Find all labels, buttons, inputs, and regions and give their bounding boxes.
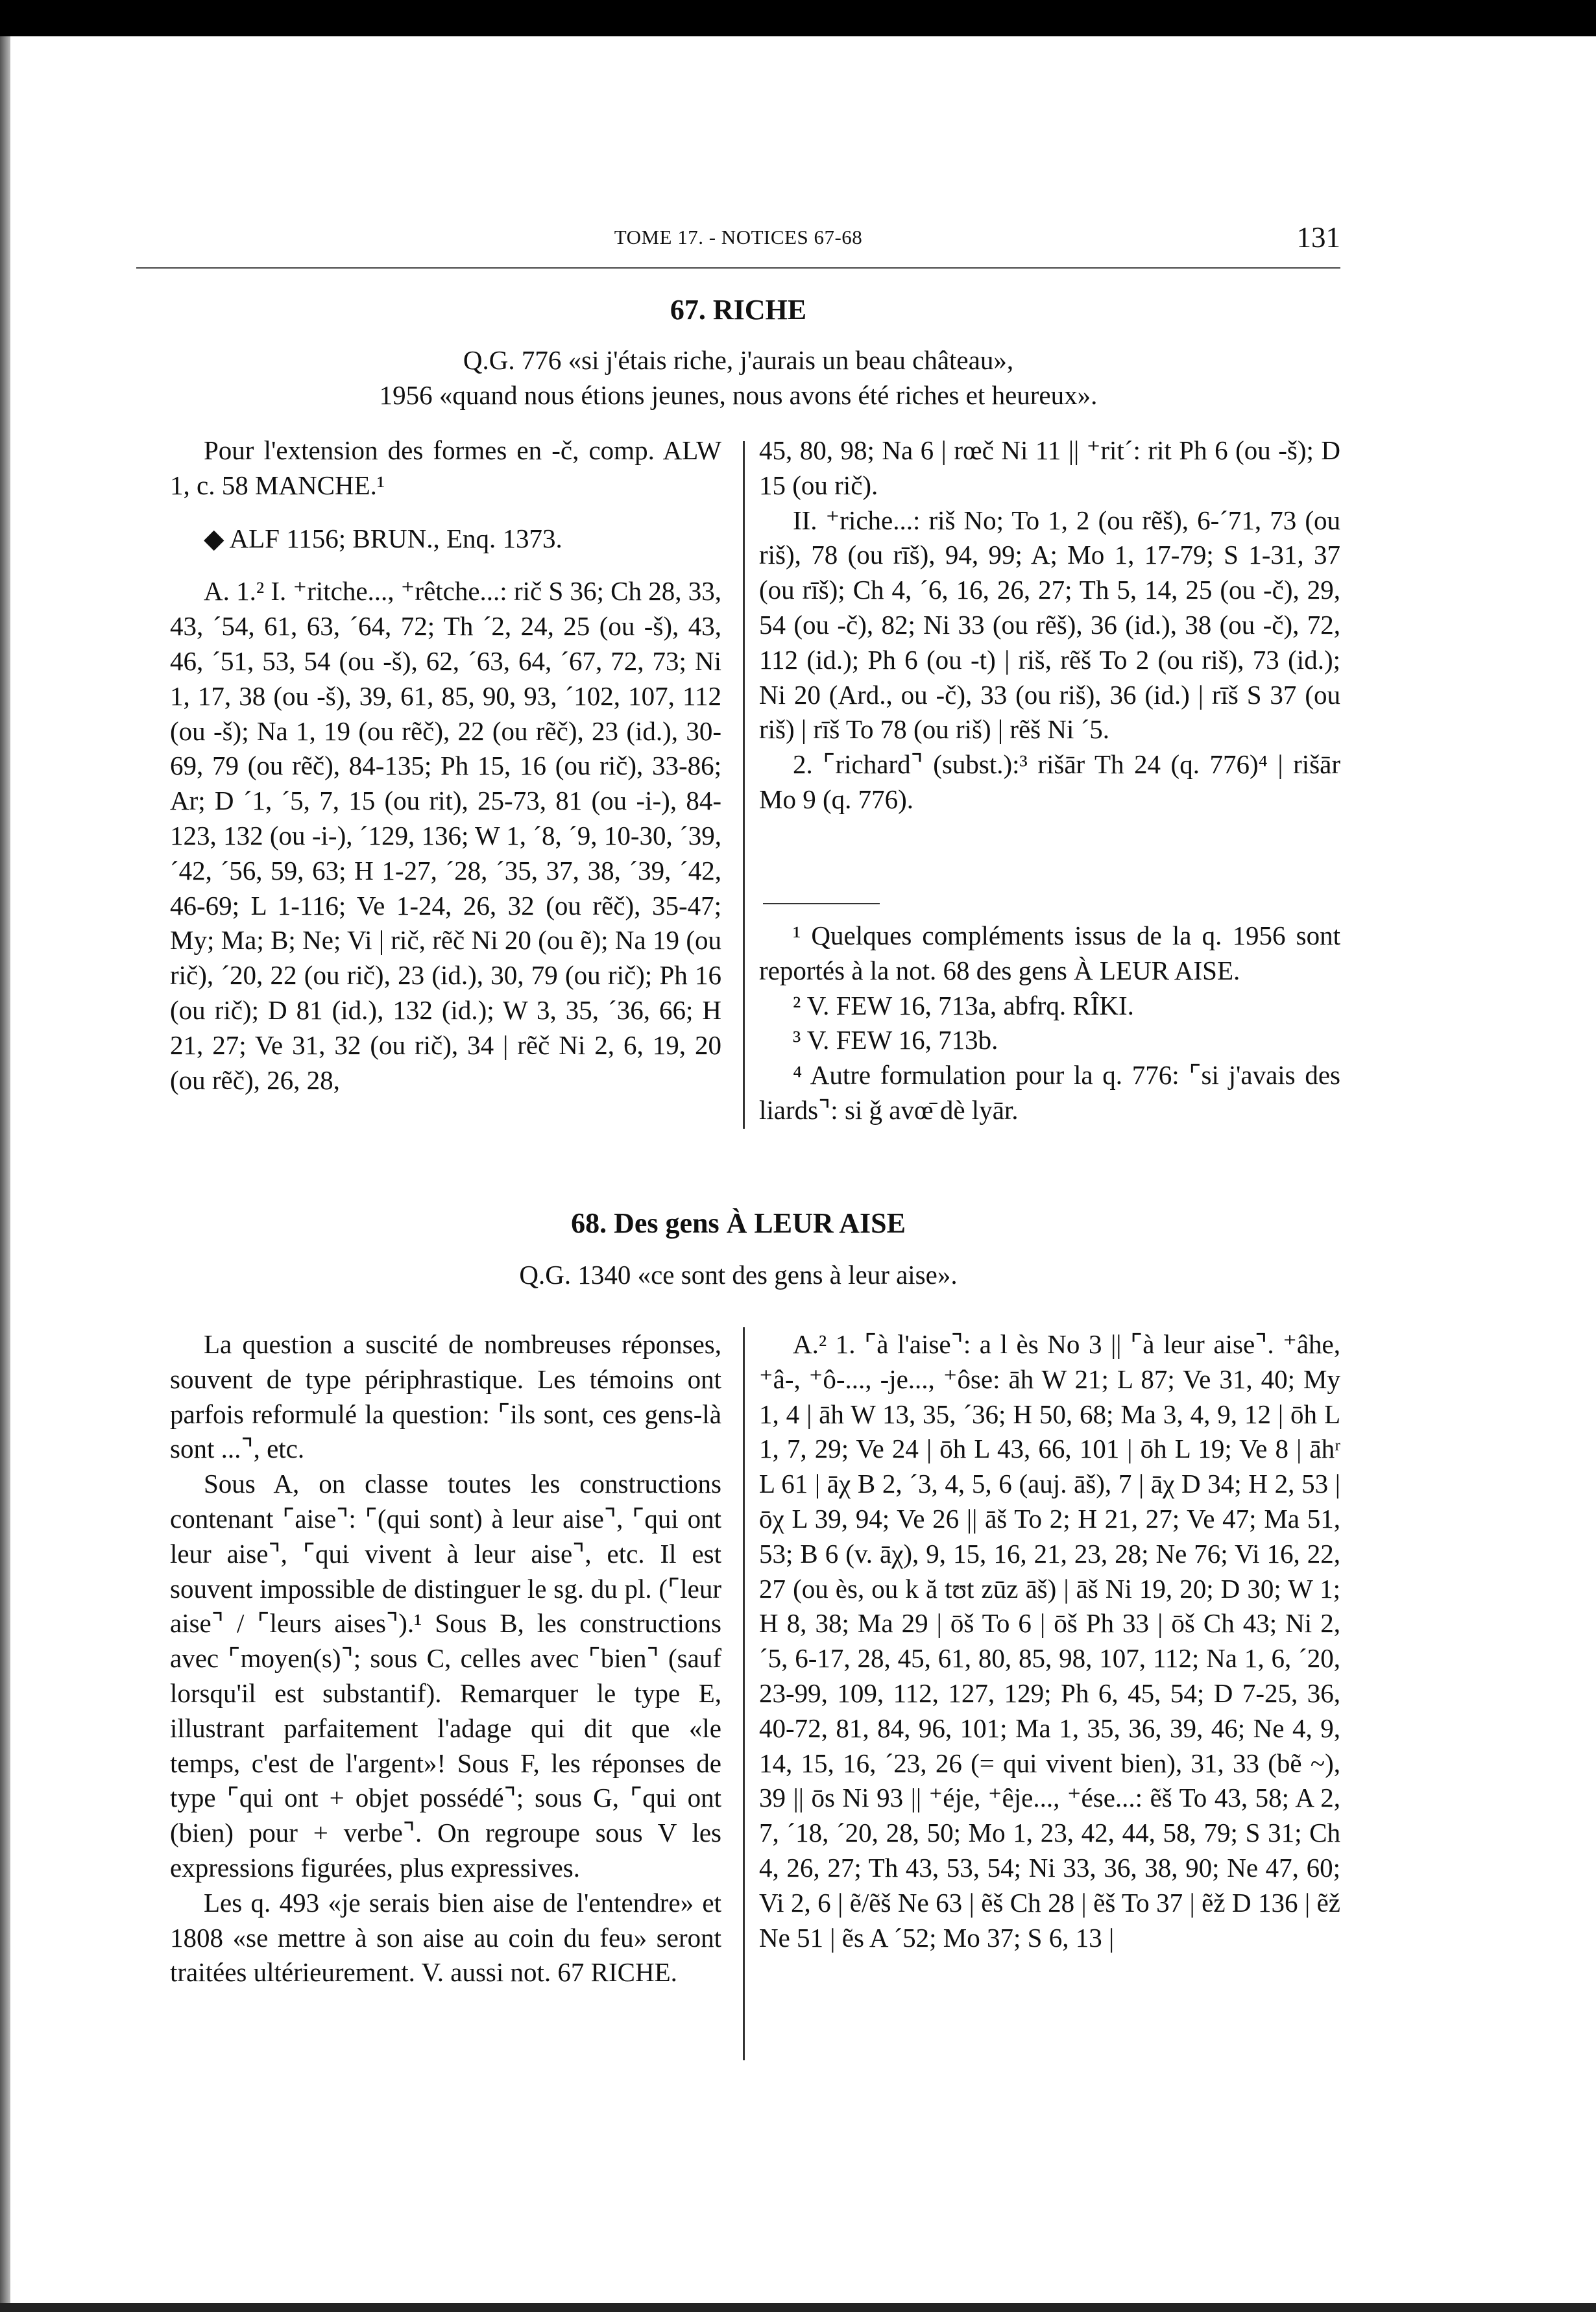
footnote-1: ¹ Quelques compléments issus de la q. 1956 sont reportés à la not. 68 des gens À LEUR AISE. bbox=[759, 921, 1340, 985]
notice-68-left-column bbox=[170, 1327, 721, 1990]
notice-67-forms-part-2: 45, 80, 98; Na 6 | rœč Ni 11 || ⁺rit´: rit Ph 6 (ou -š); D 15 (ou rič). bbox=[759, 435, 1340, 500]
notice-67-intro: Pour l'extension des formes en -č, comp. ALW 1, c. 58 MANCHE.¹ bbox=[170, 435, 721, 500]
notice-67-question-line-1: Q.G. 776 «si j'étais riche, j'aurais un beau château», bbox=[463, 345, 1014, 375]
scan-top-border bbox=[0, 0, 1596, 36]
notice-68-right-column bbox=[759, 1327, 1340, 1955]
notice-67-forms-part-1: A. 1.² I. ⁺ritche..., ⁺rêtche...: rič S 36; Ch 28, 33, 43, ´54, 61, 63, ´64, 72; Th ´2, 24, 25 (ou -š), 43, 46, ´51, 53, 54 (ou -š), 62, ´63, 64, ´67, 72, 73; Ni 1, 17, 38 (ou -š), 39, 61, 85, 90, 93, ´102, 107, 112 (ou -š); Na 1, 19 (ou rẽč), 22 (ou rẽč), 23 (id.), 30-69, 79 (ou rẽč), 84-135; Ph 15, 16 (ou rič), 33-86; Ar; D ´1, ´5, 7, 15 (ou rit), 25-73, 81 (ou -i-), 84-123, 132 (ou -i-), ´129, 136; W 1, ´8, ´9, 10-30, ´39, ´42, ´56, 59, 63; H 1-27, ´28, ´35, 37, 38, ´39, ´42, 46-69; L 1-116; Ve 1-24, 26, 32 (ou rẽč), 35-47; My; Ma; B; Ne; Vi | rič, rẽč Ni 20 (ou ẽ); Na 19 (ou rič), ´20, 22 (ou rič), 23 (id.), 30, 79 (ou rič); Ph 16 (ou rič); D 81 (id.), 132 (id.); W 3, 35, ´36, 66; H 21, 27; Ve 31, 32 (ou rič), 34 | rẽč Ni 2, 6, 19, 20 (ou rẽč), 26, 28, bbox=[170, 576, 721, 1095]
notice-67-references: ◆ ALF 1156; BRUN., Enq. 1373. bbox=[204, 523, 562, 553]
notice-68-paragraph-3: Les q. 493 «je serais bien aise de l'entendre» et 1808 «se mettre à son aise au coin du feu» seront traitées ultérieurement. V. aussi not. 67 RICHE. bbox=[170, 1887, 721, 1988]
notice-68-paragraph-1: La question a suscité de nombreuses réponses, souvent de type périphrastique. Les témoins ont parfois reformulé la question: ⌜ils sont, ces gens-là sont ...⌝, etc. bbox=[170, 1329, 721, 1464]
footnote-rule bbox=[763, 903, 880, 904]
notice-68-heading: 68. Des gens À LEUR AISE bbox=[571, 1207, 906, 1239]
page-number: 131 bbox=[1296, 221, 1340, 254]
notice-67-footnotes bbox=[759, 919, 1340, 1128]
running-head-title: TOME 17. - NOTICES 67-68 bbox=[614, 226, 863, 248]
notice-68-question: Q.G. 1340 «ce sont des gens à leur aise». bbox=[519, 1260, 958, 1290]
footnote-4: ⁴ Autre formulation pour la q. 776: ⌜si j'avais des liards⌝: si ǧ avœ̄ dè lyār. bbox=[759, 1060, 1340, 1125]
notice-67-forms-type-2: II. ⁺riche...: riš No; To 1, 2 (ou rẽš), 6-´71, 73 (ou riš), 78 (ou rīš), 94, 99; A; Mo 1, 17-79; S 1-31, 37 (ou rīš); Ch 4, ´6, 16, 26, 27; Th 5, 14, 25 (ou -č), 29, 54 (ou -č), 82; Ni 33 (ou rẽš), 36 (id.), 38 (ou -č), 72, 112 (id.); Ph 6 (ou -t) | riš, rẽš To 2 (ou riš), 73 (id.); Ni 20 (Ard., ou -č), 33 (ou riš), 36 (id.) | rīš S 37 (ou riš) | rīš To 78 (ou riš) | rẽš Ni ´5. bbox=[759, 505, 1340, 745]
running-head bbox=[136, 221, 1340, 269]
notice-67-column-divider bbox=[743, 441, 745, 1129]
notice-67-right-column bbox=[759, 433, 1340, 817]
notice-68-paragraph-2: Sous A, on classe toutes les constructions contenant ⌜aise⌝: ⌜(qui sont) à leur aise⌝, ⌜qui ont leur aise⌝, ⌜qui vivent à leur aise⌝, etc. Il est souvent impossible de distinguer le sg. du pl. (⌜leur aise⌝ / ⌜leurs aises⌝).¹ Sous B, les constructions avec ⌜moyen(s)⌝; sous C, celles avec ⌜bien⌝ (sauf lorsqu'il est substantif). Remarquer le type E, illustrant parfaitement l'adage qui dit que «le temps, c'est de l'argent»! Sous F, les réponses de type ⌜qui ont + objet possédé⌝; sous G, ⌜qui ont (bien) pour + verbe⌝. On regroupe sous V les expressions figurées, plus expressives. bbox=[170, 1469, 721, 1883]
footnote-3: ³ V. FEW 16, 713b. bbox=[793, 1025, 998, 1055]
notice-68-column-divider bbox=[743, 1327, 745, 2060]
notice-67-heading: 67. RICHE bbox=[670, 294, 807, 326]
header-rule bbox=[136, 267, 1340, 269]
footnote-2: ² V. FEW 16, 713a, abfrq. RÎKI. bbox=[793, 990, 1134, 1020]
scan-left-border bbox=[0, 36, 10, 2312]
notice-67-richard: 2. ⌜richard⌝ (subst.):³ rišār Th 24 (q. 776)⁴ | rišār Mo 9 (q. 776). bbox=[759, 749, 1340, 814]
notice-68-forms: A.² 1. ⌜à l'aise⌝: a l ès No 3 || ⌜à leur aise⌝. ⁺âhe, ⁺â-, ⁺ô-..., -je..., ⁺ôse: āh W 21; L 87; Ve 31, 40; My 1, 4 | āh W 13, 35, ´36; H 50, 68; Ma 3, 4, 9, 12 | ōh L 1, 7, 29; Ve 24 | ōh L 43, 66, 101 | ōh L 19; Ve 8 | āhʳ L 61 | āχ B 2, ´3, 4, 5, 6 (auj. āš), 7 | āχ D 34; H 2, 53 | ōχ L 39, 94; Ve 26 || āš To 2; H 21, 27; Ve 47; Ma 51, 53; B 6 (v. āχ), 9, 15, 16, 21, 23, 28; Ne 76; Vi 16, 22, 27 (ou ès, ou k ă tʊt zūz āš) | āš Ni 19, 20; D 30; W 1; H 8, 38; Ma 29 | ōš To 6 | ōš Ph 33 | ōš Ch 43; Ni 2, ´5, 6-17, 28, 45, 61, 80, 85, 98, 107, 112; Na 1, 6, ´20, 23-99, 109, 112, 127, 129; Ph 6, 45, 54; D 7-25, 36, 40-72, 81, 84, 96, 101; Ma 1, 35, 36, 39, 46; Ne 4, 9, 14, 15, 16, ´23, 26 (= qui vivent bien), 31, 33 (bẽ ~), 39 || ōs Ni 93 || ⁺éje, ⁺êje..., ⁺ése...: ẽš To 43, 58; A 2, 7, ´18, ´20, 28, 50; Mo 1, 23, 42, 44, 58, 79; S 31; Ch 4, 26, 27; Th 43, 53, 54; Ni 33, 36, 38, 90; Ne 47, 60; Vi 2, 6 | ẽ/ẽš Ne 63 | ẽš Ch 28 | ẽš To 37 | ẽž D 136 | ẽž Ne 51 | ẽs A ´52; Mo 37; S 6, 13 | bbox=[759, 1329, 1340, 1953]
notice-67-question-line-2: 1956 «quand nous étions jeunes, nous avons été riches et heureux». bbox=[379, 380, 1098, 410]
notice-67-left-column bbox=[170, 433, 721, 1098]
scan-bottom-border bbox=[0, 2303, 1596, 2312]
